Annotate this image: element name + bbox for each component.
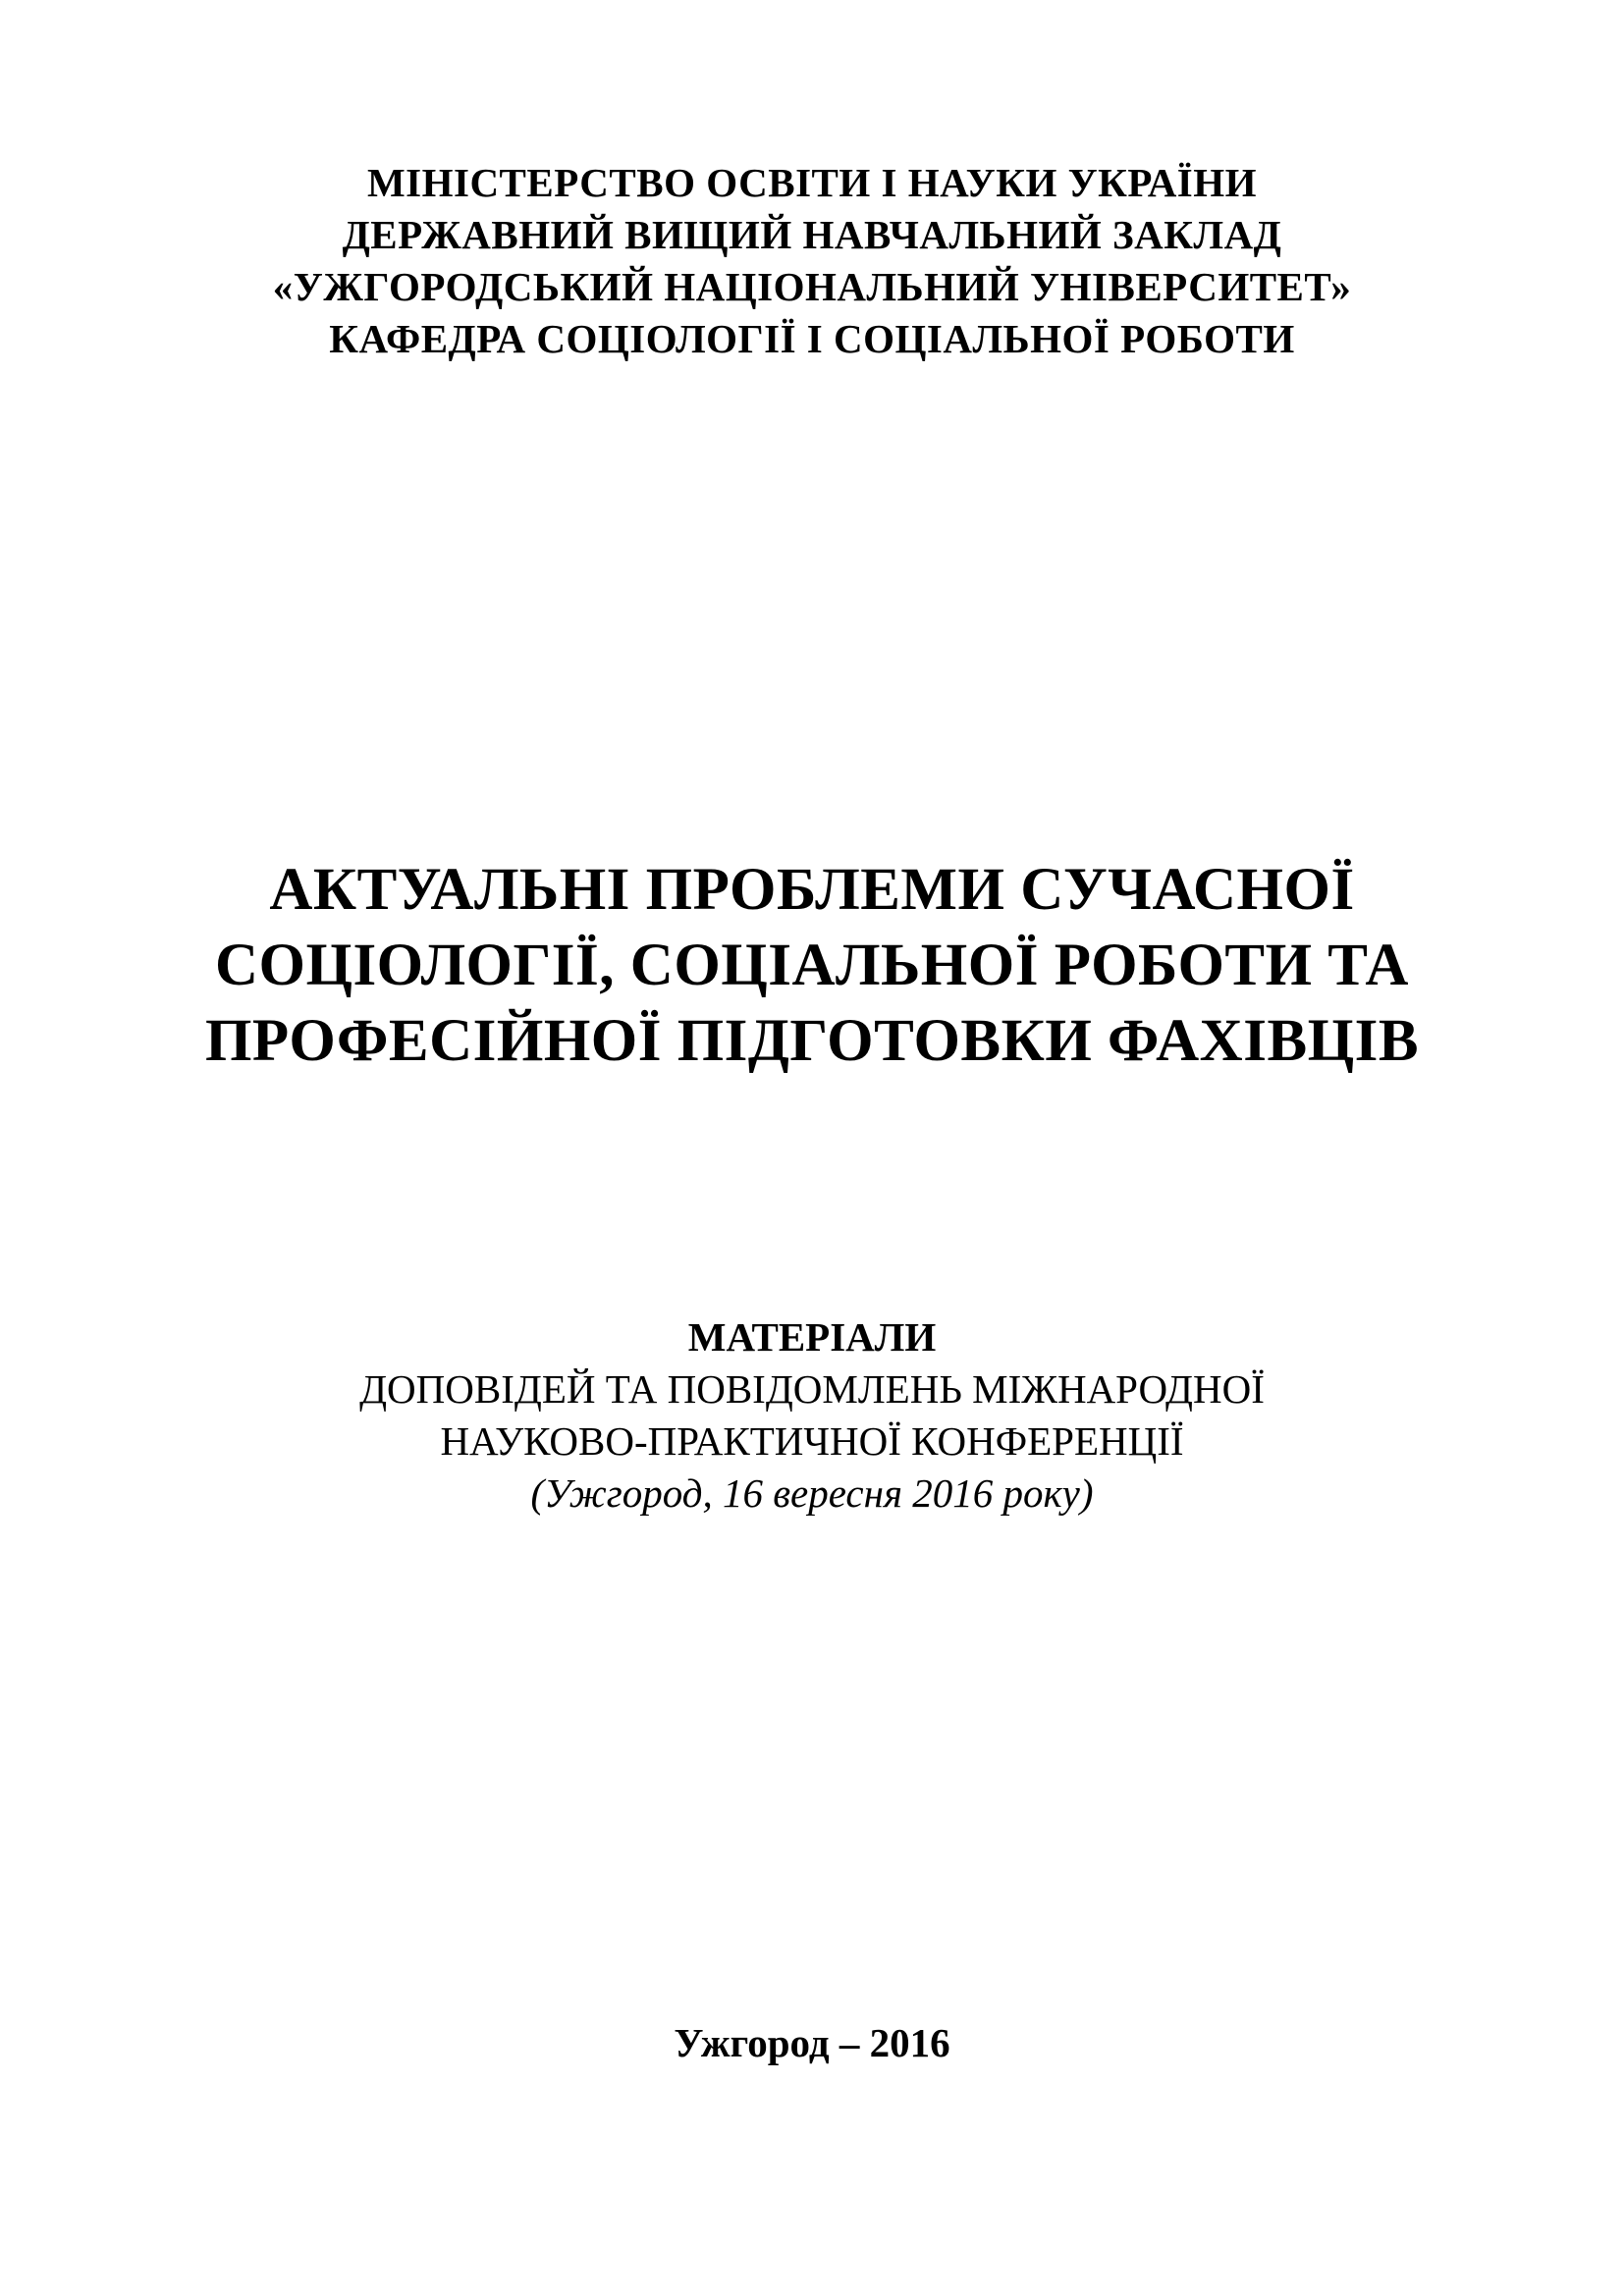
- materials-line-2: НАУКОВО-ПРАКТИЧНОЇ КОНФЕРЕНЦІЇ: [440, 1418, 1184, 1464]
- materials-line-1: ДОПОВІДЕЙ ТА ПОВІДОМЛЕНЬ МІЖНАРОДНОЇ: [359, 1366, 1265, 1412]
- department-line: КАФЕДРА СОЦІОЛОГІЇ І СОЦІАЛЬНОЇ РОБОТИ: [329, 316, 1295, 361]
- imprint: [0, 2017, 1624, 2069]
- institution-header: [0, 157, 1624, 365]
- university-name-line: «УЖГОРОДСЬКИЙ НАЦІОНАЛЬНИЙ УНІВЕРСИТЕТ»: [272, 264, 1352, 309]
- institution-type-line: ДЕРЖАВНИЙ ВИЩИЙ НАВЧАЛЬНИЙ ЗАКЛАД: [342, 212, 1282, 257]
- city-year: Ужгород – 2016: [674, 2020, 950, 2065]
- conference-materials: [0, 1311, 1624, 1520]
- title-line-1: АКТУАЛЬНІ ПРОБЛЕМИ СУЧАСНОЇ: [269, 857, 1355, 923]
- title-line-3: ПРОФЕСІЙНОЇ ПІДГОТОВКИ ФАХІВЦІВ: [204, 1008, 1420, 1074]
- materials-heading: МАТЕРІАЛИ: [687, 1314, 937, 1360]
- ministry-line: МІНІСТЕРСТВО ОСВІТИ І НАУКИ УКРАЇНИ: [366, 160, 1258, 205]
- title-line-2: СОЦІОЛОГІЇ, СОЦІАЛЬНОЇ РОБОТИ ТА: [215, 933, 1409, 998]
- document-title: [0, 852, 1624, 1079]
- conference-place-date: (Ужгород, 16 вересня 2016 року): [530, 1470, 1094, 1516]
